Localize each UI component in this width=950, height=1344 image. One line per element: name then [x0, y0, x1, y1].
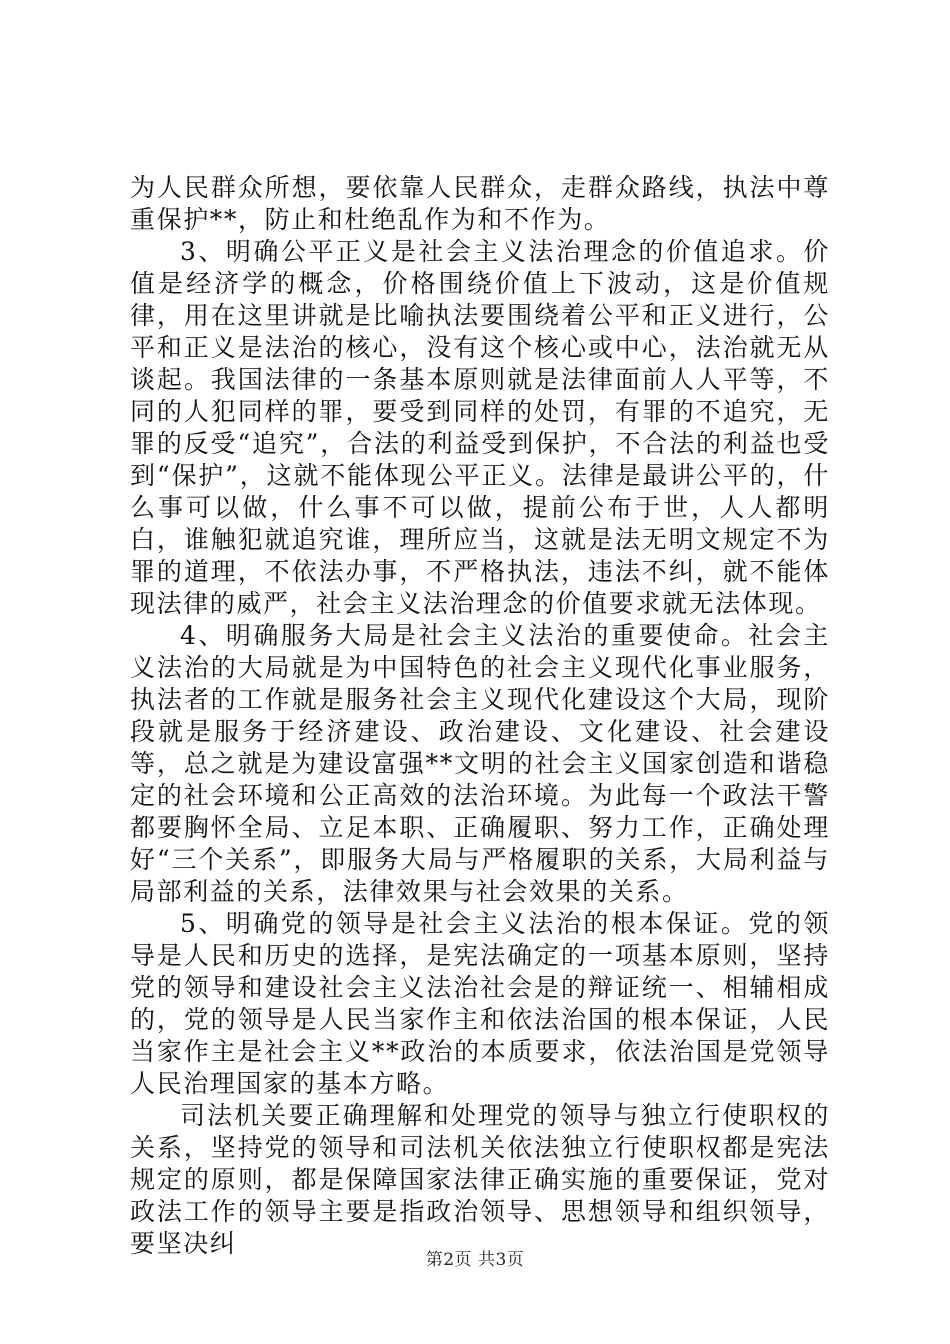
paragraph-fairness-justice: 3、明确公平正义是社会主义法治理念的价值追求。价值是经济学的概念，价格围绕价值上下波动，这是价值规律，用在这里讲就是比喻执法要围绕着公平和正义进行，公平和正义是法治的核心，没有这个核心或中心，法治就无从谈起。我国法律的一条基本原则就是法律面前人人平等，不同的人犯同样的罪，要受到同样的处罚，有罪的不追究，无罪的反受“追究”，合法的利益受到保护，不合法的利益也受到“保护”，这就不能体现公平正义。法律是最讲公平的，什么事可以做，什么事不可以做，提前公布于世，人人都明白，谁触犯就追究谁，理所应当，这就是法无明文规定不为罪的道理，不依法办事，不严格执法，违法不纠，就不能体现法律的威严，社会主义法治理念的价值要求就无法体现。	[130, 237, 830, 618]
paragraph-party-leadership: 5、明确党的领导是社会主义法治的根本保证。党的领导是人民和历史的选择，是宪法确定的一项基本原则，坚持党的领导和建设社会主义法治社会是的辩证统一、相辅相成的，党的领导是人民当家作主和依法治国的根本保证，人民当家作主是社会主义**政治的本质要求，依法治国是党领导人民治理国家的基本方略。	[130, 909, 830, 1098]
document-body	[130, 172, 830, 1260]
page-number-footer: 第2页 共3页	[425, 1250, 525, 1270]
paragraph-judicial-organs: 司法机关要正确理解和处理党的领导与独立行使职权的关系，坚持党的领导和司法机关依法独立行使职权都是宪法规定的原则，都是保障国家法律正确实施的重要保证，党对政法工作的领导主要是指政治领导、思想领导和组织领导，要坚决纠	[130, 1101, 830, 1258]
paragraph-continuation: 为人民群众所想，要依靠人民群众，走群众路线，执法中尊重保护**，防止和杜绝乱作为和不作为。	[130, 173, 830, 234]
paragraph-serve-overall: 4、明确服务大局是社会主义法治的重要使命。社会主义法治的大局就是为中国特色的社会主义现代化事业服务，执法者的工作就是服务社会主义现代化建设这个大局，现阶段就是服务于经济建设、政治建设、文化建设、社会建设等，总之就是为建设富强**文明的社会主义国家创造和谐稳定的社会环境和公正高效的法治环境。为此每一个政法干警都要胸怀全局、立足本职、正确履职、努力工作，正确处理好“三个关系”，即服务大局与严格履职的关系，大局利益与局部利益的关系，法律效果与社会效果的关系。	[130, 621, 830, 906]
